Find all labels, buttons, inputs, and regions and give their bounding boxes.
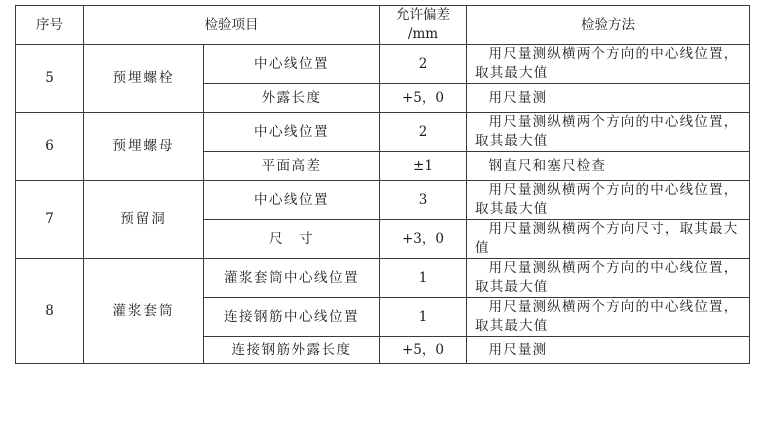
table-row: [16, 259, 750, 298]
sub-item-cell: 连接钢筋外露长度: [204, 337, 380, 364]
sub-item-cell: 中心线位置: [204, 113, 380, 152]
tolerance-cell: +3，0: [380, 220, 467, 259]
method-cell: 用尺量测纵横两个方向的中心线位置，取其最大值: [467, 113, 750, 152]
method-cell: 用尺量测: [467, 84, 750, 113]
method-cell: 用尺量测: [467, 337, 750, 364]
sub-item-cell: 灌浆套筒中心线位置: [204, 259, 380, 298]
sub-item-cell: 外露长度: [204, 84, 380, 113]
method-cell: 用尺量测纵横两个方向的中心线位置，取其最大值: [467, 45, 750, 84]
tolerance-cell: +5，0: [380, 84, 467, 113]
seq-cell: 7: [16, 181, 84, 259]
header-seq: 序号: [16, 6, 84, 45]
method-cell: 钢直尺和塞尺检查: [467, 152, 750, 181]
header-item: 检验项目: [84, 6, 380, 45]
tolerance-cell: 2: [380, 113, 467, 152]
sub-item-cell: 平面高差: [204, 152, 380, 181]
sub-item-cell: 连接钢筋中心线位置: [204, 298, 380, 337]
tolerance-cell: 3: [380, 181, 467, 220]
method-cell: 用尺量测纵横两个方向的中心线位置，取其最大值: [467, 298, 750, 337]
sub-item-cell: 中心线位置: [204, 181, 380, 220]
inspection-table-container: [15, 5, 749, 364]
header-method: 检验方法: [467, 6, 750, 45]
tolerance-cell: 2: [380, 45, 467, 84]
item-group-cell: 预埋螺母: [84, 113, 204, 181]
inspection-table: [15, 5, 750, 364]
seq-cell: 8: [16, 259, 84, 364]
table-row: [16, 181, 750, 220]
tolerance-cell: +5，0: [380, 337, 467, 364]
seq-cell: 5: [16, 45, 84, 113]
tolerance-cell: ±1: [380, 152, 467, 181]
item-group-cell: 预留洞: [84, 181, 204, 259]
item-group-cell: 灌浆套筒: [84, 259, 204, 364]
table-row: [16, 45, 750, 84]
tolerance-cell: 1: [380, 298, 467, 337]
header-row: [16, 6, 750, 45]
sub-item-cell: 尺 寸: [204, 220, 380, 259]
header-tolerance-text: 允许偏差 /mm: [396, 7, 450, 42]
sub-item-cell: 中心线位置: [204, 45, 380, 84]
table-row: [16, 113, 750, 152]
tolerance-cell: 1: [380, 259, 467, 298]
seq-cell: 6: [16, 113, 84, 181]
method-cell: 用尺量测纵横两个方向的中心线位置，取其最大值: [467, 181, 750, 220]
method-cell: 用尺量测纵横两个方向的中心线位置，取其最大值: [467, 259, 750, 298]
item-group-cell: 预埋螺栓: [84, 45, 204, 113]
header-tolerance: [380, 6, 467, 45]
method-cell: 用尺量测纵横两个方向尺寸，取其最大值: [467, 220, 750, 259]
